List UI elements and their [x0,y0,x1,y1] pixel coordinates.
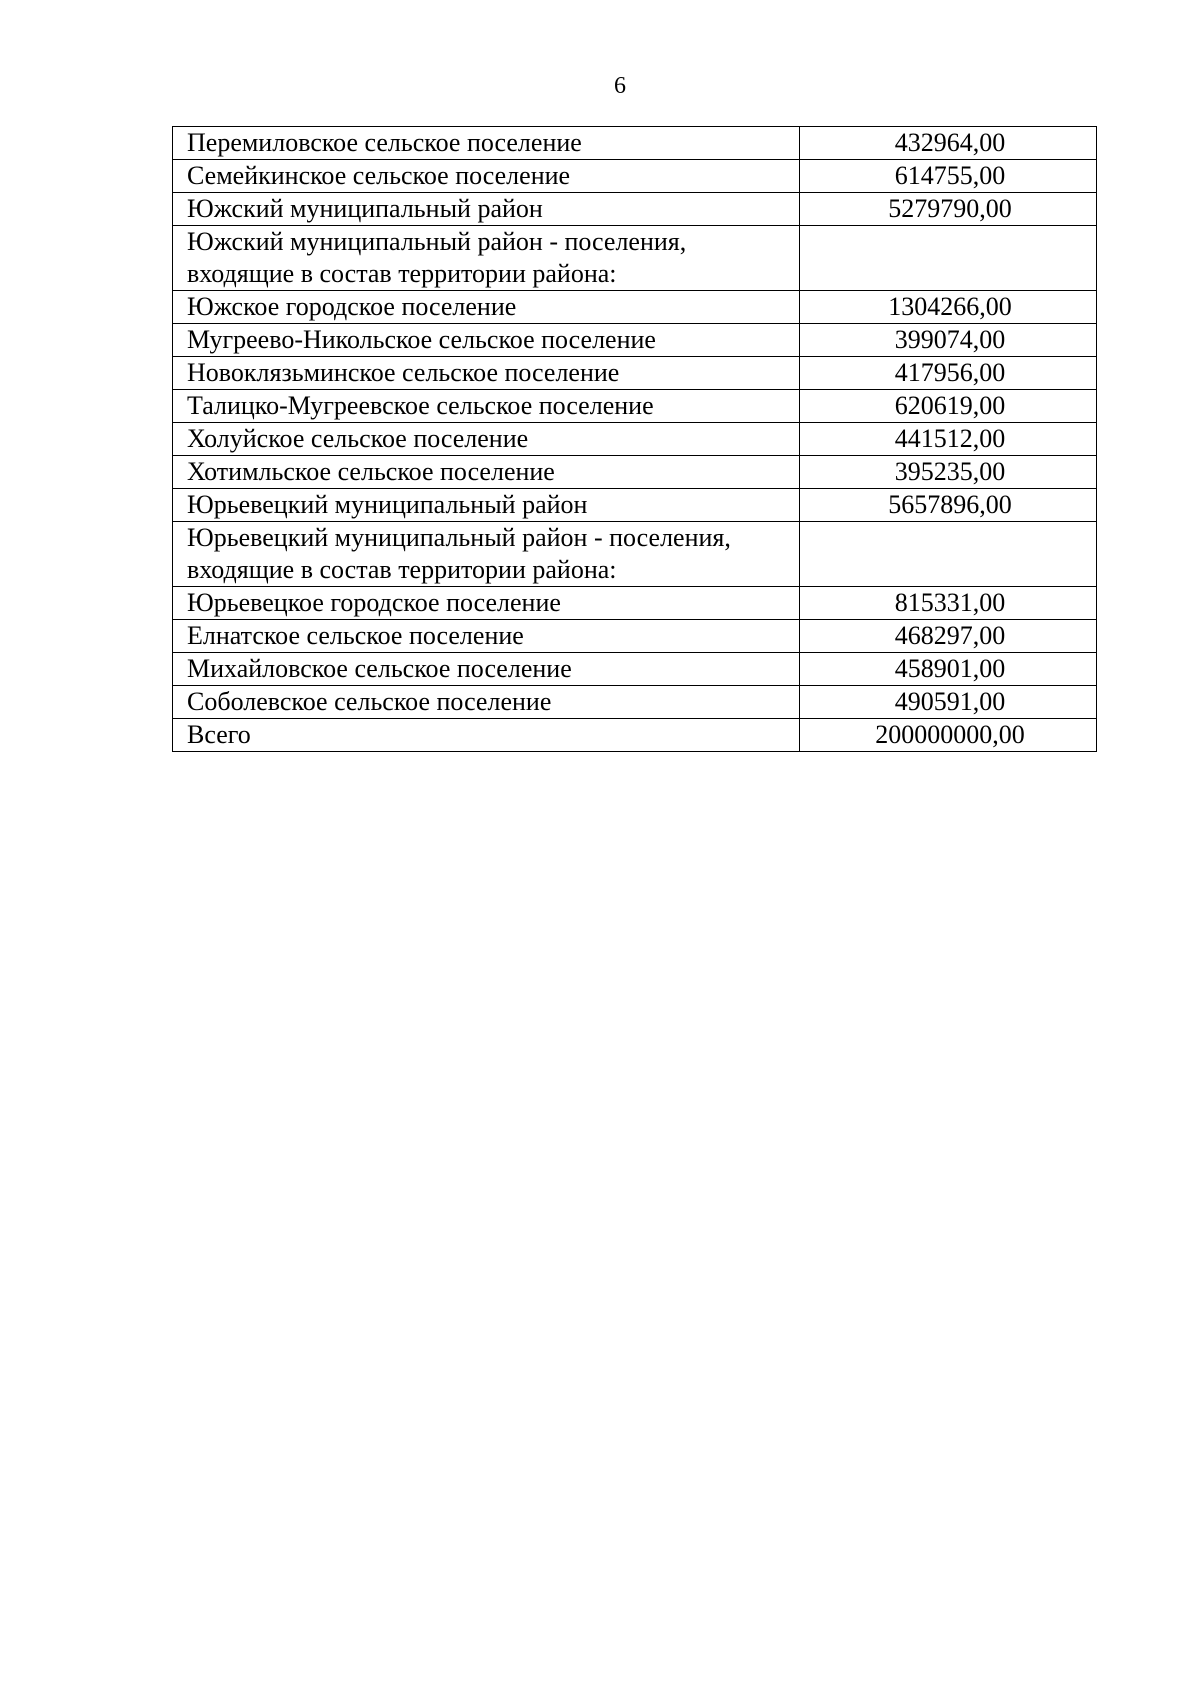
row-amount: 614755,00 [800,160,1097,193]
row-amount: 441512,00 [800,423,1097,456]
row-name: Михайловское сельское поселение [173,653,800,686]
table-row [173,127,1097,160]
row-amount: 490591,00 [800,686,1097,719]
row-amount [800,522,1097,587]
row-name: Южское городское поселение [173,291,800,324]
row-name: Южский муниципальный район [173,193,800,226]
table-row-total [173,719,1097,752]
total-amount: 200000000,00 [800,719,1097,752]
table-row [173,160,1097,193]
row-amount: 432964,00 [800,127,1097,160]
row-name: Мугреево-Никольское сельское поселение [173,324,800,357]
table-row [173,587,1097,620]
row-name: Соболевское сельское поселение [173,686,800,719]
row-name: Новоклязьминское сельское поселение [173,357,800,390]
table-row [173,357,1097,390]
table-row [173,653,1097,686]
table-row [173,291,1097,324]
table-row [173,686,1097,719]
row-amount [800,226,1097,291]
table-body [173,127,1097,752]
row-name: Юрьевецкий муниципальный район - поселения, входящие в состав территории района: [173,522,800,587]
table-row [173,456,1097,489]
row-name: Юрьевецкое городское поселение [173,587,800,620]
row-amount: 5657896,00 [800,489,1097,522]
row-amount: 620619,00 [800,390,1097,423]
row-name: Юрьевецкий муниципальный район [173,489,800,522]
row-name: Семейкинское сельское поселение [173,160,800,193]
row-amount: 458901,00 [800,653,1097,686]
distribution-table [172,126,1097,752]
row-name: Южский муниципальный район - поселения, входящие в состав территории района: [173,226,800,291]
row-amount: 1304266,00 [800,291,1097,324]
row-amount: 417956,00 [800,357,1097,390]
table-row [173,620,1097,653]
table-row [173,522,1097,587]
row-name: Талицко-Мугреевское сельское поселение [173,390,800,423]
page-number: 6 [614,73,626,99]
table-row [173,390,1097,423]
row-name: Елнатское сельское поселение [173,620,800,653]
row-amount: 468297,00 [800,620,1097,653]
table-row [173,423,1097,456]
table-row [173,193,1097,226]
row-amount: 5279790,00 [800,193,1097,226]
table-row [173,489,1097,522]
row-name: Холуйское сельское поселение [173,423,800,456]
total-label: Всего [173,719,800,752]
row-amount: 399074,00 [800,324,1097,357]
row-amount: 815331,00 [800,587,1097,620]
row-name: Хотимльское сельское поселение [173,456,800,489]
row-amount: 395235,00 [800,456,1097,489]
table-row [173,324,1097,357]
row-name: Перемиловское сельское поселение [173,127,800,160]
table-row [173,226,1097,291]
